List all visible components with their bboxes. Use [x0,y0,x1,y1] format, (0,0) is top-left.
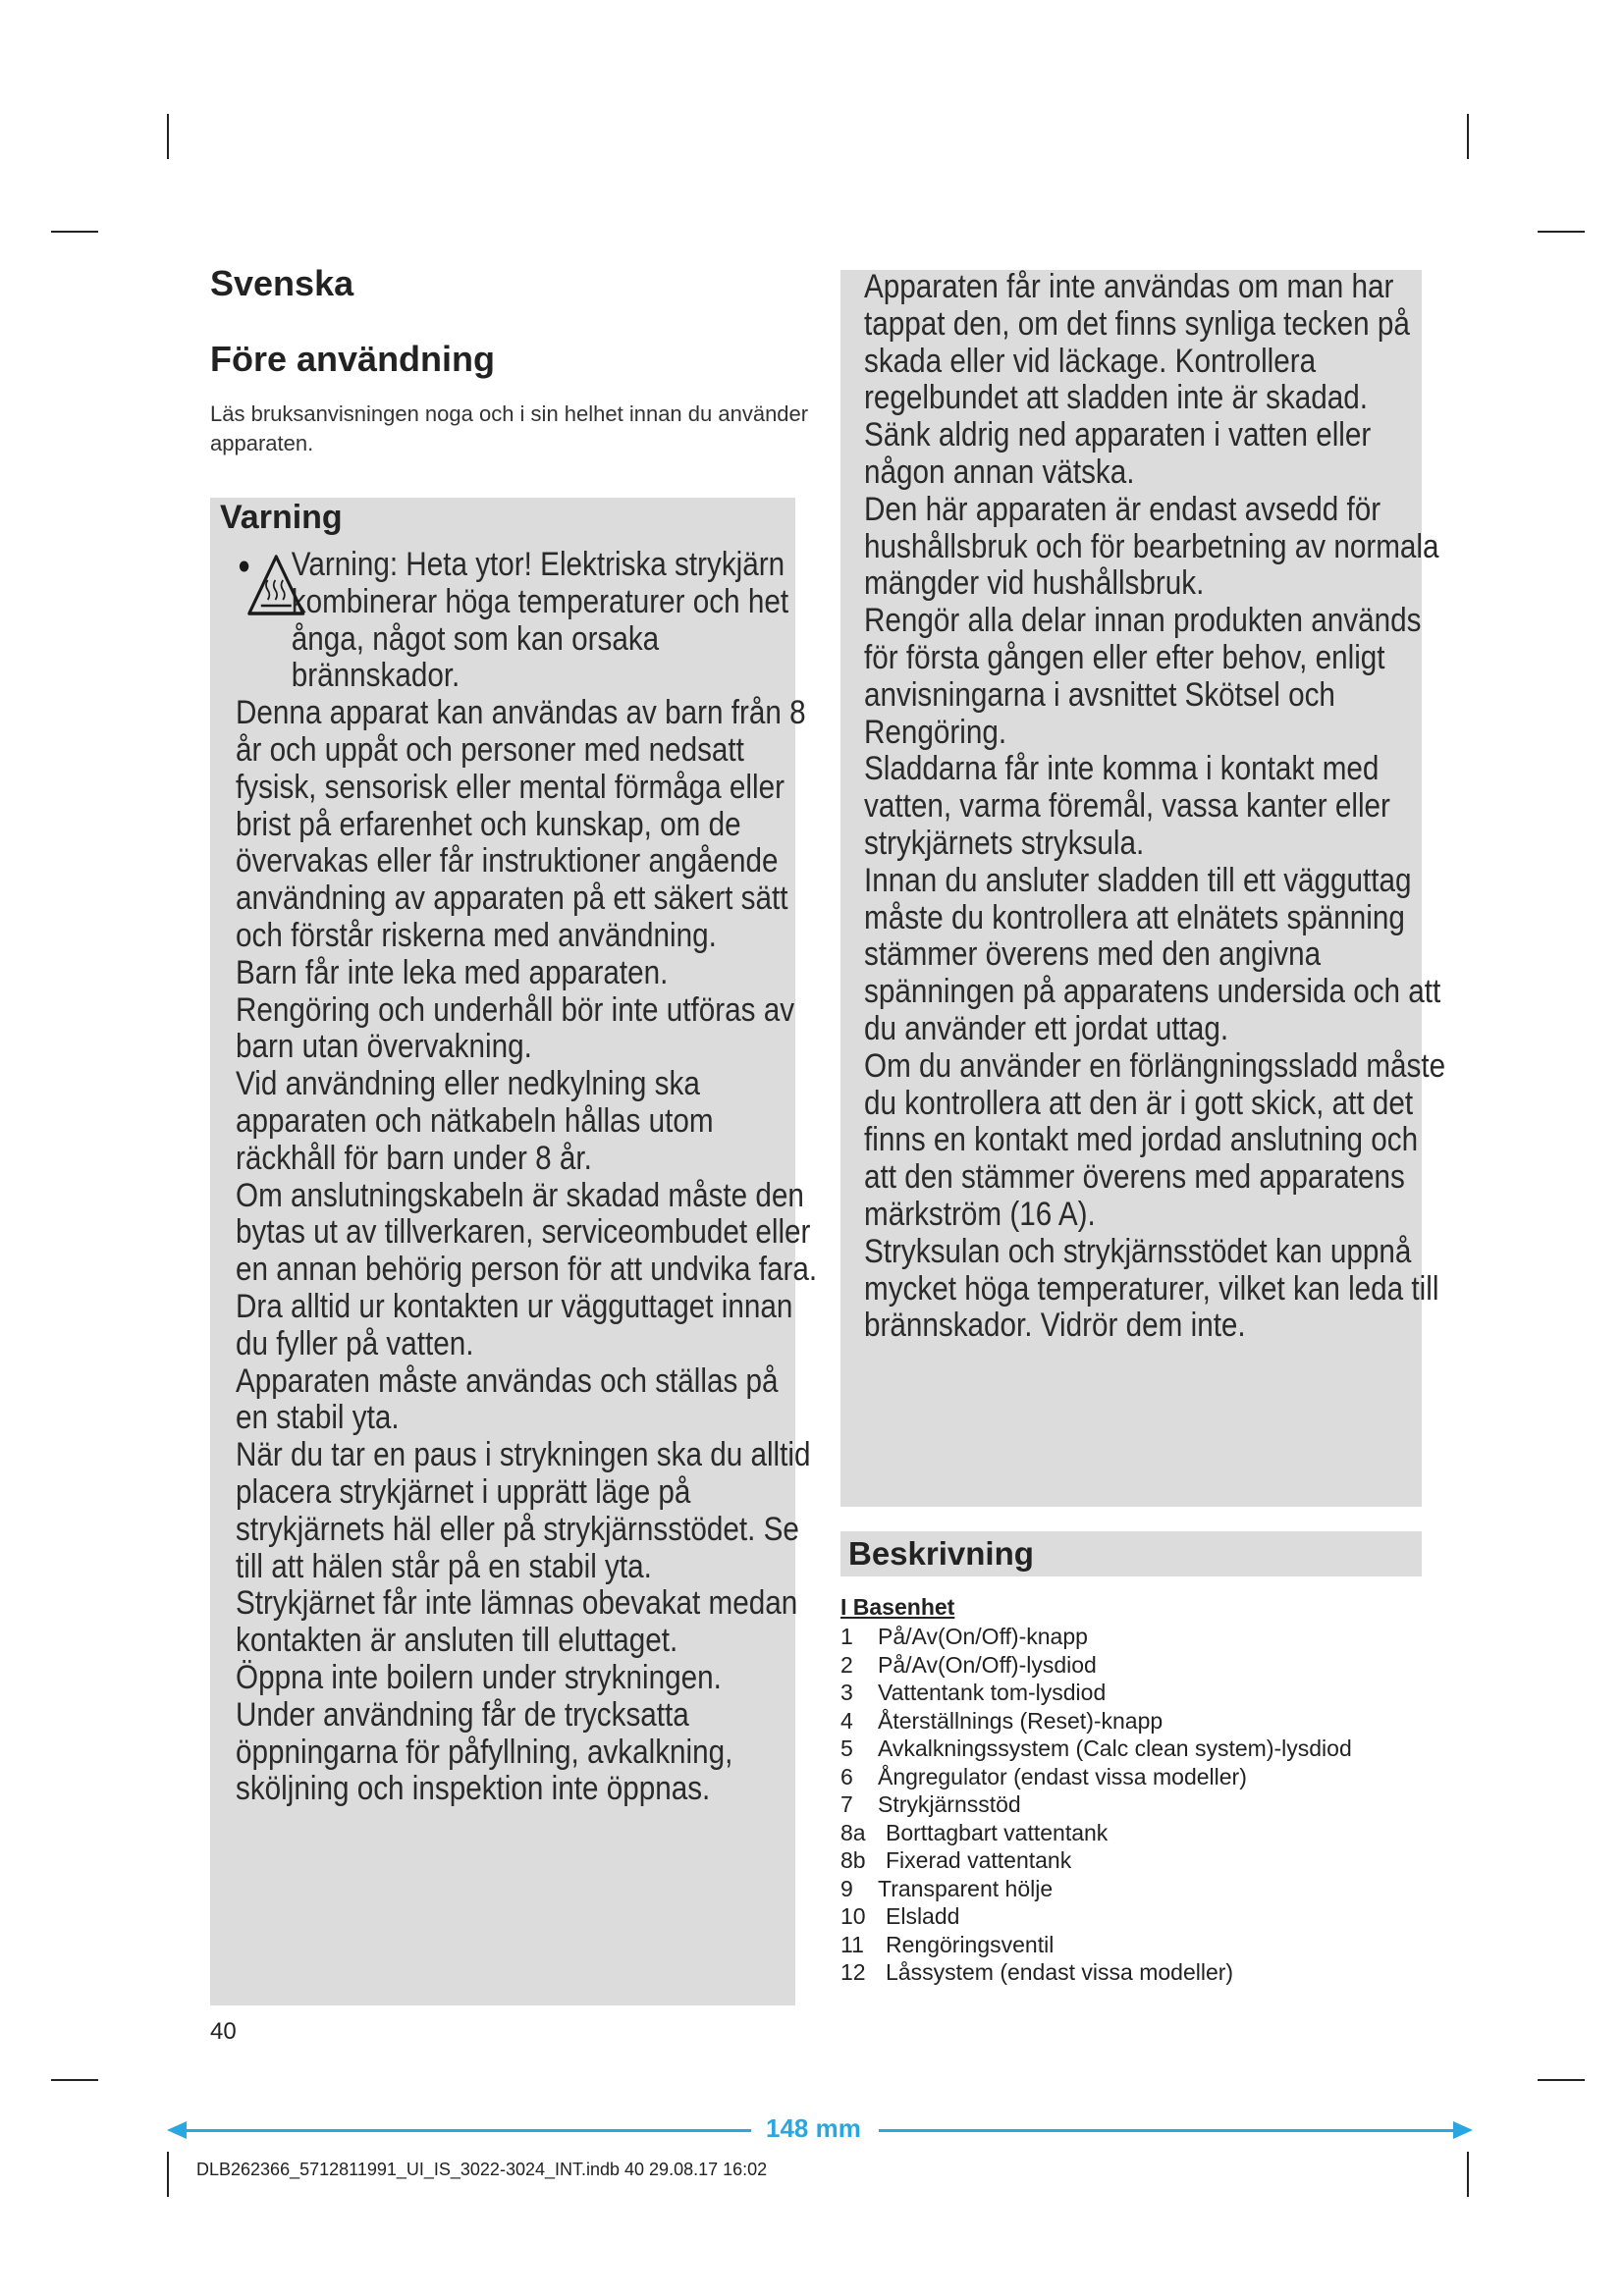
dimension-label: 148 mm [766,2113,861,2143]
part-number: 5 [840,1735,853,1761]
part-number: 8a [840,1819,866,1845]
print-footer: DLB262366_5712811991_UI_IS_3022-3024_INT.indb 40 29.08.17 16:02 [196,2160,768,2179]
warning-paragraph: Innan du ansluter sladden till ett vägguttag måste du kontrollera att elnätets spänning stämmer överens med den angivna spänningen på apparatens undersida och att du använder ett jordat uttag. [864,861,1441,1047]
list-item [840,1790,1430,1819]
warning-paragraph: Den här apparaten är endast avsedd för hushållsbruk och för bearbetning av normala mängder vid hushållsbruk. [864,490,1439,603]
crop-mark [1538,2079,1585,2081]
part-label: Strykjärnsstöd [878,1791,1021,1817]
list-item [840,1875,1430,1903]
part-number: 10 [840,1903,866,1929]
warning-paragraph: När du tar en paus i strykningen ska du alltid placera strykjärnet i upprätt läge på strykjärnets häl eller på strykjärnsstödet. Se till att hälen står på en stabil yta. [236,1436,811,1585]
part-number: 3 [840,1680,853,1705]
crop-mark [51,2079,98,2081]
part-number: 11 [840,1931,864,1957]
language-heading: Svenska [210,263,354,303]
part-label: Ångregulator (endast vissa modeller) [878,1763,1247,1789]
list-item [840,1846,1430,1875]
intro-text: Läs bruksanvisningen noga och i sin helhet innan du använder apparaten. [210,401,809,455]
warning-text-left [236,547,818,1808]
part-label: På/Av(On/Off)-knapp [878,1624,1088,1649]
crop-mark [1467,114,1469,159]
warning-paragraph: Rengör alla delar innan produkten används för första gången eller efter behov, enligt anvisningarna i avsnittet Skötsel och Rengöring. [864,602,1422,751]
page-number: 40 [210,2018,237,2045]
warning-paragraph: Varning: Heta ytor! Elektriska strykjärn kombinerar höga temperaturer och het ånga, något som kan orsaka brännskador. [291,546,789,695]
warning-paragraph: Sänk aldrig ned apparaten i vatten eller någon annan vätska. [864,416,1372,491]
part-number: 7 [840,1791,853,1817]
warning-text-right [864,269,1455,1345]
section-title: Före användning [210,339,496,379]
list-item [840,1931,1430,1959]
dimension-line [879,2129,1458,2132]
list-item [840,1707,1430,1735]
warning-paragraph: Vid användning eller nedkylning ska apparaten och nätkabeln hållas utom räckhåll för barn under 8 år. [236,1065,714,1177]
part-number: 8b [840,1847,866,1873]
list-item [840,1651,1430,1680]
part-label: Rengöringsventil [886,1931,1055,1957]
part-number: 1 [840,1624,853,1649]
part-label: Återställnings (Reset)-knapp [878,1707,1164,1734]
part-label: Elsladd [886,1903,960,1929]
parts-subheading: I Basenhet [840,1594,955,1620]
hot-surface-warning-icon [236,553,305,617]
part-label: Borttagbart vattentank [886,1819,1109,1845]
list-item [840,1902,1430,1931]
part-number: 4 [840,1707,853,1734]
part-label: Vattentank tom-lysdiod [878,1680,1107,1705]
warning-paragraph: Om anslutningskabeln är skadad måste den bytas ut av tillverkaren, serviceombudet eller en annan behörig person för att undvika fara. [236,1176,818,1289]
part-number: 12 [840,1959,866,1985]
dimension-line [182,2129,751,2132]
warning-paragraph: Apparaten får inte användas om man har tappat den, om det finns synliga tecken på skada eller vid läckage. Kontrollera regelbundet att sladden inte är skadad. [864,268,1410,417]
list-item [840,1679,1430,1707]
warning-paragraph: Barn får inte leka med apparaten. [236,953,669,991]
crop-mark [1467,2152,1469,2197]
part-label: Avkalkningssystem (Calc clean system)-lysdiod [878,1735,1352,1761]
part-label: Fixerad vattentank [886,1847,1072,1873]
warning-heading: Varning [220,499,343,536]
warning-paragraph: Apparaten måste användas och ställas på en stabil yta. [236,1362,779,1437]
crop-mark [167,114,169,159]
dimension-arrow-right [1453,2121,1473,2139]
part-number: 2 [840,1651,853,1678]
list-item [840,1735,1430,1763]
warning-paragraph: Under användning får de trycksatta öppningarna för påfyllning, avkalkning, sköljning och inspektion inte öppnas. [236,1695,733,1808]
part-label: Transparent hölje [878,1875,1054,1901]
warning-paragraph: Strykjärnet får inte lämnas obevakat medan kontakten är ansluten till eluttaget. [236,1584,798,1660]
part-label: Låssystem (endast vissa modeller) [886,1959,1234,1985]
part-label: På/Av(On/Off)-lysdiod [878,1651,1097,1678]
description-heading: Beskrivning [848,1535,1034,1572]
warning-paragraph: Om du använder en förlängningssladd måste du kontrollera att den är i gott skick, att det finns en kontakt med jordad anslutning och att den stämmer överens med apparatens märkström (16 A). [864,1046,1446,1233]
warning-paragraph: Dra alltid ur kontakten ur vägguttaget innan du fyller på vatten. [236,1287,793,1362]
warning-paragraph: Sladdarna får inte komma i kontakt med vatten, varma föremål, vassa kanter eller strykjärnets stryksula. [864,750,1390,862]
warning-paragraph: Öppna inte boilern under strykningen. [236,1658,722,1696]
list-item [840,1819,1430,1847]
crop-mark [51,231,98,233]
crop-mark [1538,231,1585,233]
warning-paragraph: Stryksulan och strykjärnsstödet kan uppnå mycket höga temperaturer, vilket kan leda till brännskador. Vidrör dem inte. [864,1232,1439,1345]
list-item [840,1623,1430,1651]
list-item [840,1763,1430,1791]
parts-list [840,1623,1430,1987]
warning-paragraph: Denna apparat kan användas av barn från 8 år och uppåt och personer med nedsatt fysisk, sensorisk eller mental förmåga eller brist på erfarenhet och kunskap, om de övervakas eller får instruktioner angående användning av apparaten på ett säkert sätt och förstår riskerna med användning. [236,694,806,954]
part-number: 9 [840,1875,853,1901]
warning-paragraph: Rengöring och underhåll bör inte utföras av barn utan övervakning. [236,990,795,1066]
list-item [840,1958,1430,1987]
crop-mark [167,2152,169,2197]
part-number: 6 [840,1763,853,1789]
